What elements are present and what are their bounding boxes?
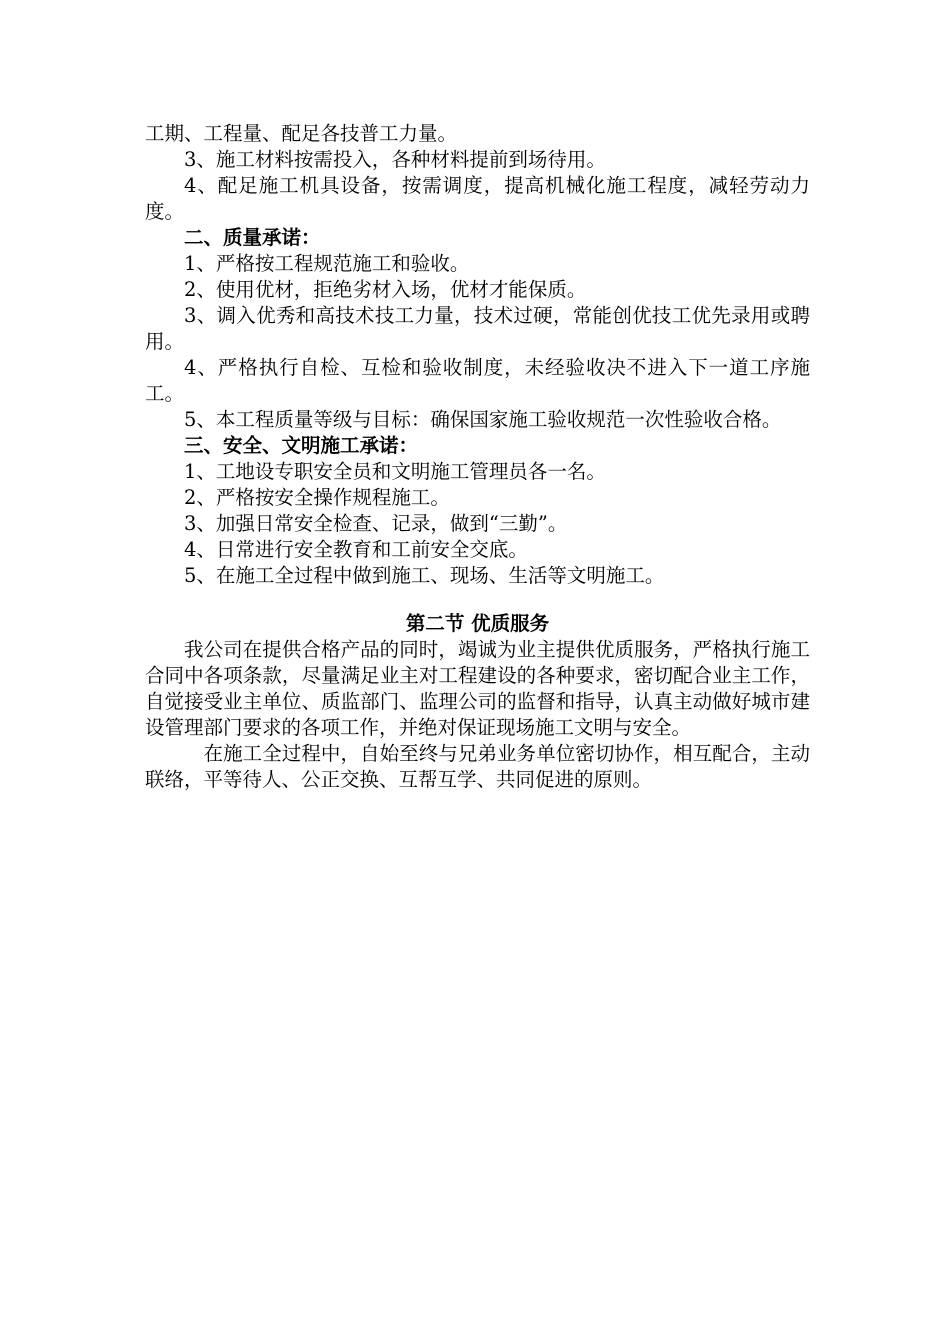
list-item: 1、严格按工程规范施工和验收。	[184, 252, 470, 275]
list-item: 3、加强日常安全检查、记录，做到“三勤”。	[184, 512, 568, 535]
body-paragraph: 在施工全过程中，自始至终与兄弟业务单位密切协作，相互配合，主动联络，平等待人、公正交换、互帮互学、共同促进的原则。	[145, 742, 810, 791]
list-item: 5、本工程质量等级与目标：确保国家施工验收规范一次性验收合格。	[184, 408, 782, 431]
body-paragraph: 我公司在提供合格产品的同时，竭诚为业主提供优质服务，严格执行施工合同中各项条款，尽量满足业主对工程建设的各种要求，密切配合业主工作，自觉接受业主单位、质监部门、监理公司的监督和指导，认真主动做好城市建设管理部门要求的各项工作，并绝对保证现场施工文明与安全。	[145, 638, 810, 739]
section-title: 第二节 优质服务	[405, 612, 550, 635]
safety-heading: 三、安全、文明施工承诺：	[184, 434, 419, 457]
list-item: 2、使用优材，拒绝劣材入场，优材才能保质。	[184, 278, 587, 301]
list-item: 1、工地设专职安全员和文明施工管理员各一名。	[184, 460, 606, 483]
continuation-paragraph: 工期、工程量、配足各技普工力量。	[145, 122, 458, 145]
list-item: 3、施工材料按需投入，各种材料提前到场待用。	[184, 148, 606, 171]
list-item: 5、在施工全过程中做到施工、现场、生活等文明施工。	[184, 564, 665, 587]
list-item: 4、日常进行安全教育和工前安全交底。	[184, 538, 528, 561]
list-item: 3、调入优秀和高技术技工力量，技术过硬，常能创优技工优先录用或聘用。	[145, 304, 810, 353]
list-item: 2、严格按安全操作规程施工。	[184, 486, 450, 509]
document-page	[145, 121, 810, 793]
list-item: 4、配足施工机具设备，按需调度，提高机械化施工程度，减轻劳动力度。	[145, 174, 810, 223]
list-item: 4、严格执行自检、互检和验收制度，未经验收决不进入下一道工序施工。	[145, 356, 810, 405]
quality-heading: 二、质量承诺：	[184, 226, 321, 249]
